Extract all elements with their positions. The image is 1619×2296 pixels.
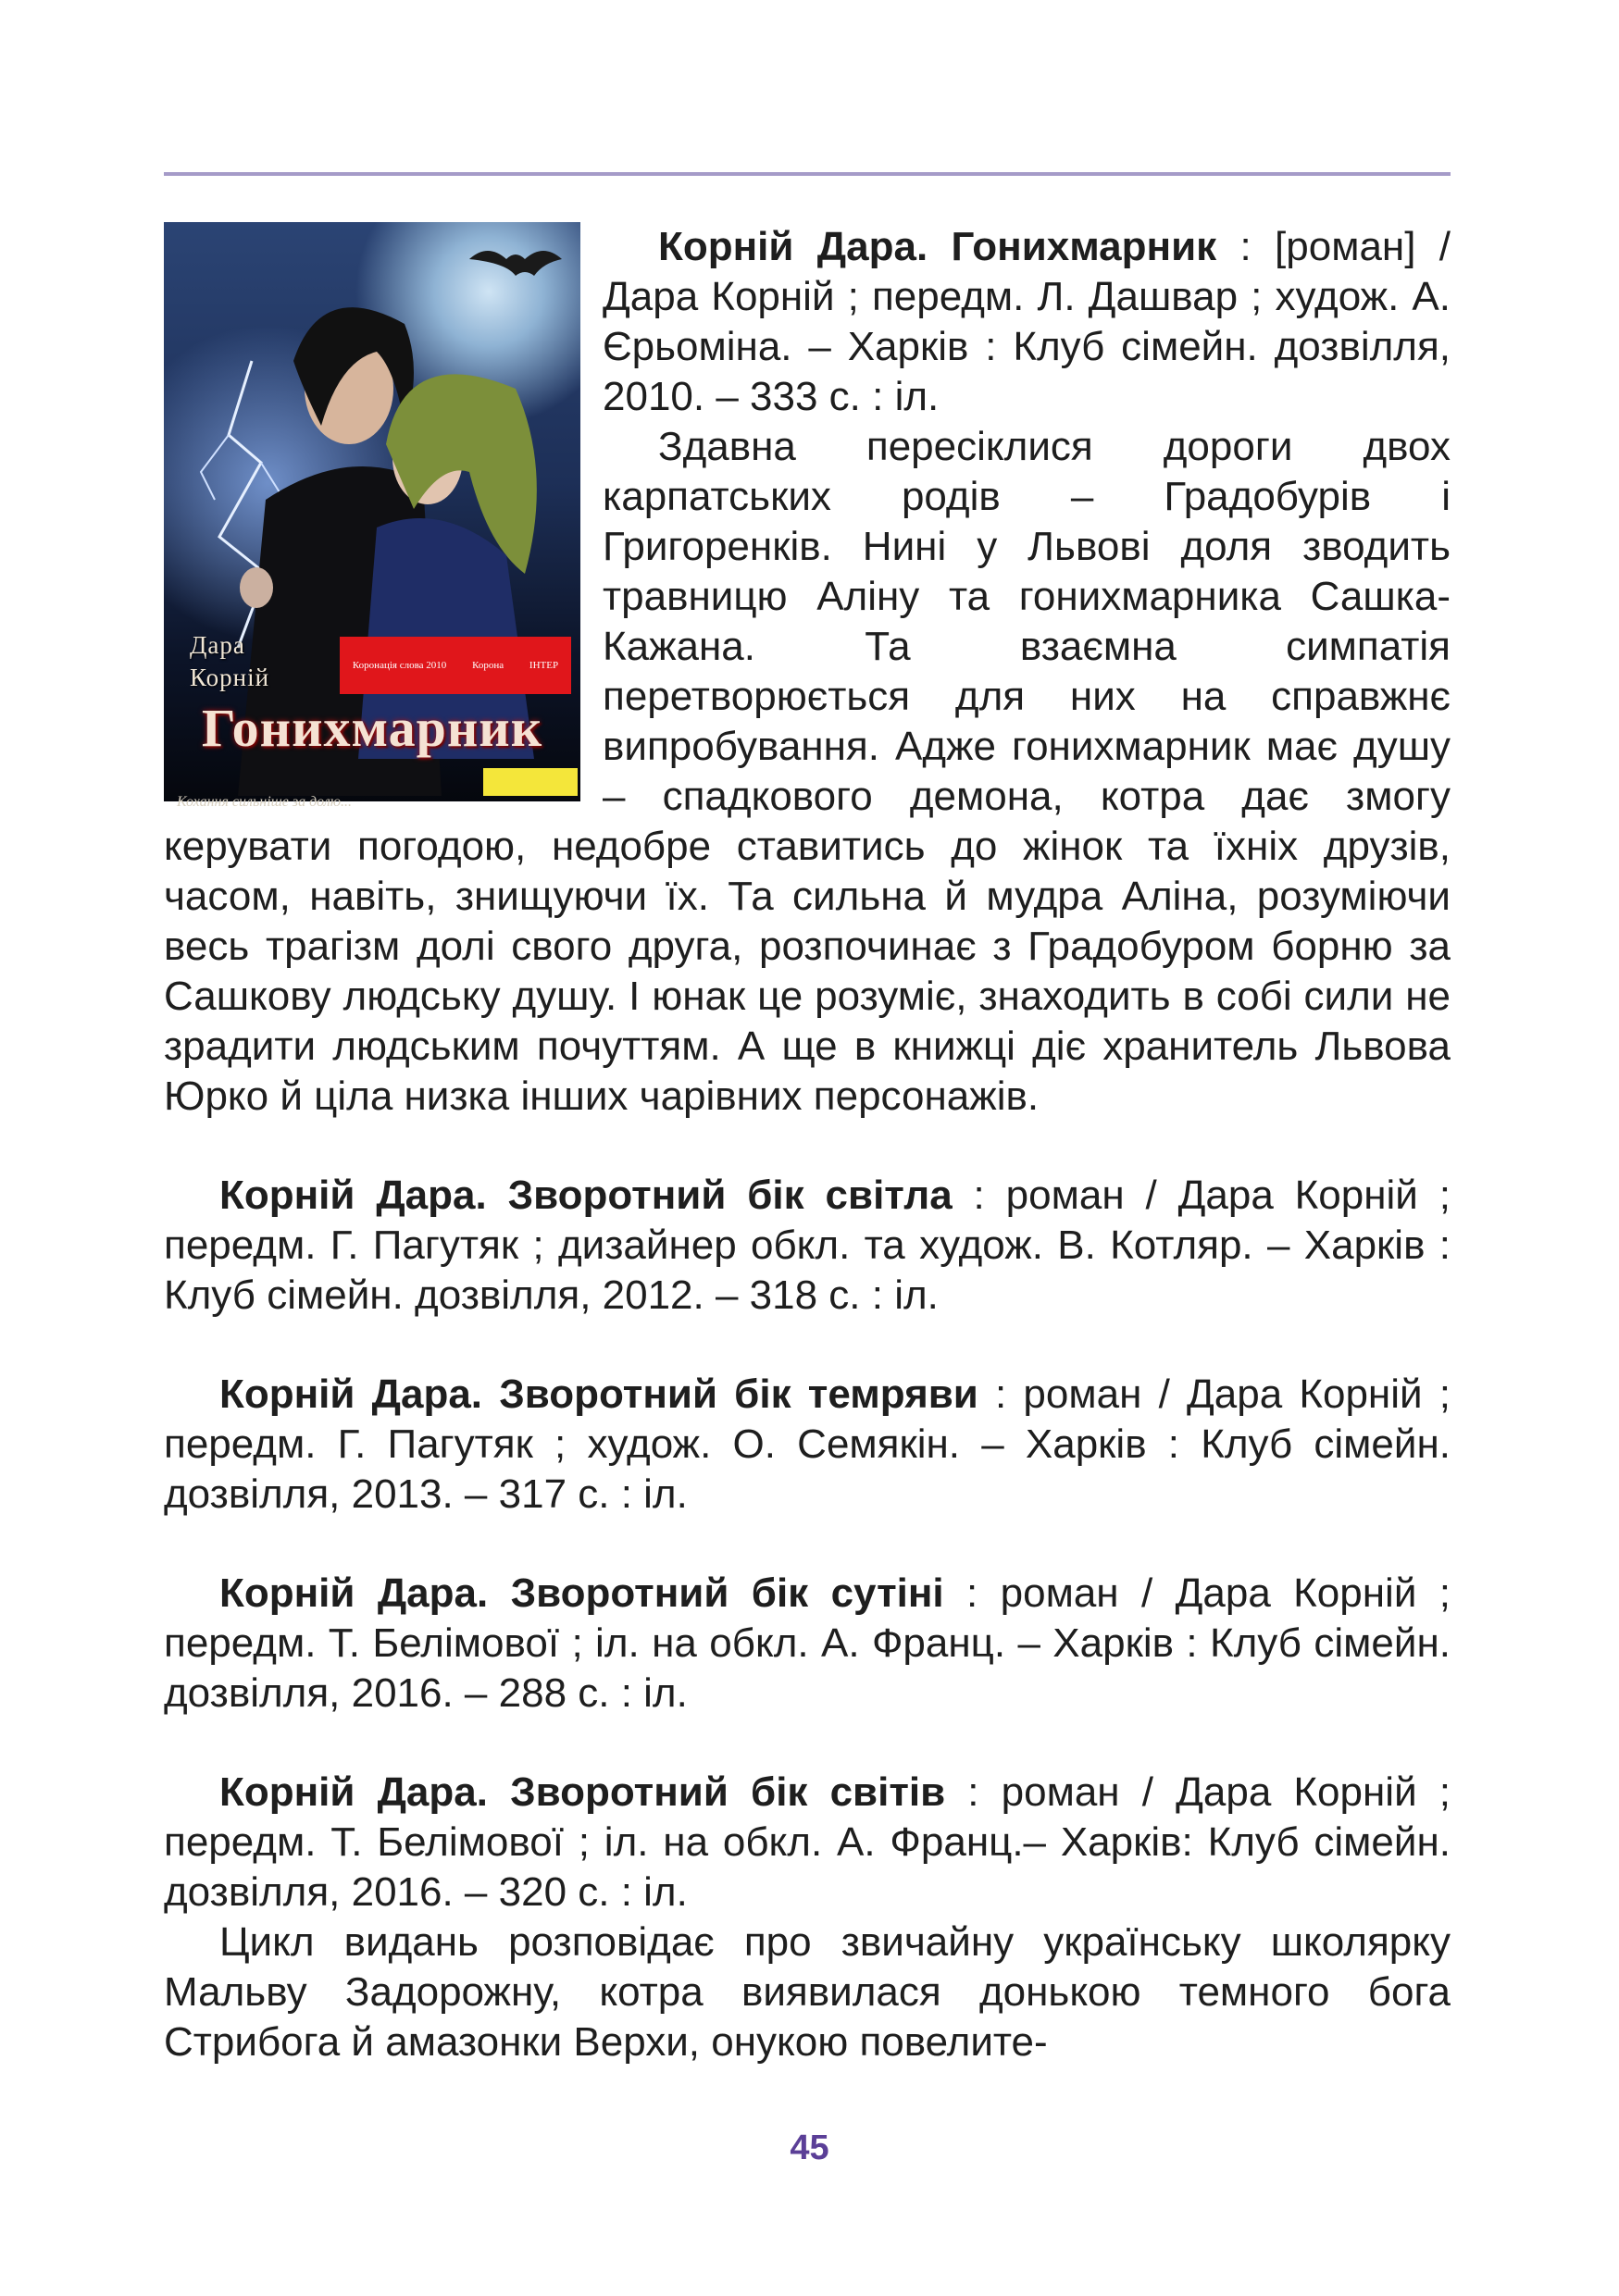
publisher-logo — [483, 768, 578, 796]
award-channel: ІНТЕР — [529, 660, 559, 671]
entry-annotation: Цикл видань розповідає про звичайну українську школярку Мальву Задорожну, котра виявилася донькою темного бога Стрибога й амазонки Верхи, онукою повелите- — [164, 1919, 1451, 2065]
page-number: 45 — [790, 2128, 829, 2167]
entry-citation: : роман / Дара Корній ; передм. Т. Белімової ; іл. на обкл. А. Франц. – Харків : Клуб сімейн. дозвілля, 2016. – 288 с. : іл. — [164, 1570, 1451, 1716]
header-rule — [164, 172, 1451, 176]
bibliography-entry — [164, 1370, 1451, 1520]
entry-citation: : роман / Дара Корній ; передм. Г. Пагутяк ; дизайнер обкл. та худож. В. Котляр. – Харків : Клуб сімейн. дозвілля, 2012. – 318 с. : іл. — [164, 1173, 1451, 1318]
entry-heading: Корній Дара. Зворотний бік світла — [219, 1173, 953, 1218]
cover-tagline: Кохання сильніше за долю... — [177, 794, 353, 810]
book-cover-image — [164, 222, 580, 810]
award-text: Коронація слова 2010 — [352, 660, 447, 671]
entry-citation: : роман / Дара Корній ; передм. Г. Пагутяк ; худож. О. Семякін. – Харків : Клуб сімейн. дозвілля, 2013. – 317 с. : іл. — [164, 1371, 1451, 1517]
entry-annotation: Здавна пересіклися дороги двох карпатських родів – Градобурів і Григоренків. Нині у Львові доля зводить травницю Аліну та гонихмарника Сашка-Кажана. Та взаємна симпатія перетворюється для них на справжнє випробування. Адже гонихмарник має душу – спадкового демона, котра дає змогу керувати погодою, недобре ставитись до жінок та їхніх друзів, часом, навіть, знищуючи їх. Та сильна й мудра Аліна, розуміючи весь трагізм долі свого друга, розпочинає з Градобуром борню за Сашкову людську душу. І юнак це розуміє, знаходить в собі сили не зрадити людським почуттям. А ще в книжці діє хранитель Львова Юрко й ціла низка інших чарівних персонажів. — [164, 424, 1451, 1119]
bibliography-entry — [164, 1171, 1451, 1321]
award-badge — [340, 637, 571, 694]
page-content — [164, 222, 1451, 2067]
bibliography-entry — [164, 1569, 1451, 1719]
cover-title: Гонихмарник — [201, 698, 543, 758]
entry-heading: Корній Дара. Зворотний бік світів — [219, 1769, 946, 1815]
entry-heading: Корній Дара. Гонихмарник — [658, 224, 1217, 269]
entry-heading: Корній Дара. Зворотний бік темряви — [219, 1371, 978, 1417]
bibliography-entry — [164, 1768, 1451, 1917]
award-brand: Корона — [472, 660, 504, 671]
entry-citation: : роман / Дара Корній ; передм. Т. Белімової ; іл. на обкл. А. Франц.– Харків: Клуб сімейн. дозвілля, 2016. – 320 с. : іл. — [164, 1769, 1451, 1915]
entry-citation: : [роман] / Дара Корній ; передм. Л. Дашвар ; худож. А. Єрьоміна. – Харків : Клуб сімейн. дозвілля, 2010. – 333 с. : іл. — [603, 224, 1451, 419]
entry-heading: Корній Дара. Зворотний бік сутіні — [219, 1570, 944, 1616]
cover-author: Дара Корній — [190, 631, 270, 691]
